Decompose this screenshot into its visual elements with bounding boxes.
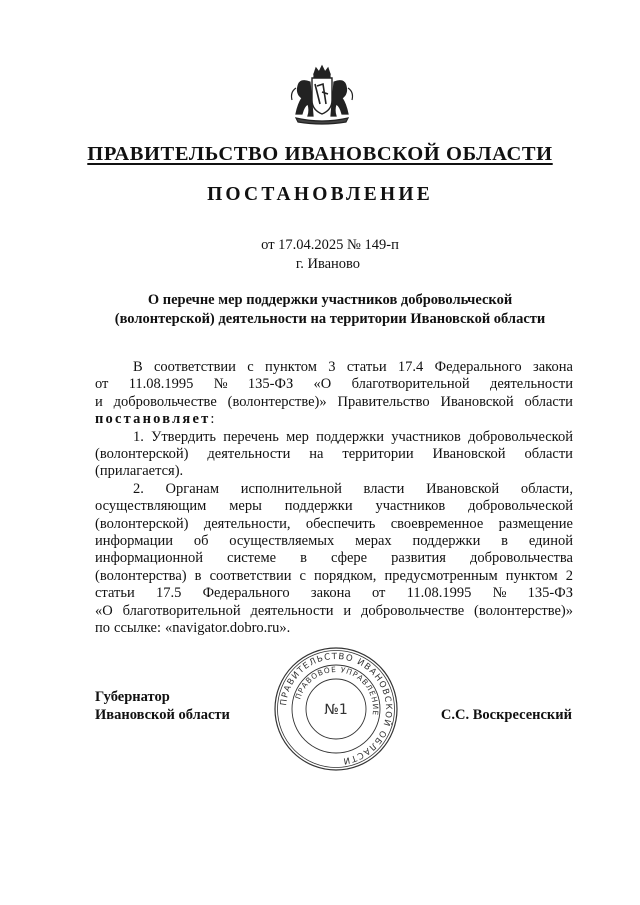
body-word: Федерального	[202, 585, 290, 602]
body-word: «navigator.dobro.ru».	[165, 620, 291, 637]
body-word: 17.5	[155, 585, 182, 602]
body-word: добровольчестве	[361, 602, 465, 619]
body-word: деятельности	[250, 602, 334, 619]
body-word: предусмотренным	[384, 567, 498, 584]
body-word: (волонтерстве)»	[227, 393, 327, 410]
body-word: территории	[342, 446, 414, 463]
body-word: добровольчества	[469, 550, 573, 567]
body-word: в	[501, 533, 508, 550]
body-line	[95, 394, 573, 411]
body-word: области	[524, 393, 573, 410]
body-word: участников	[375, 498, 446, 515]
body-word: на	[309, 446, 324, 463]
document-type: ПОСТАНОВЛЕНИЕ	[207, 184, 433, 205]
body-word: информационной	[95, 550, 204, 567]
body-word: 1.	[133, 428, 144, 445]
body-word: 17.4	[397, 359, 424, 375]
body-word: ссылке:	[114, 620, 162, 637]
body-word: деятельности	[489, 376, 573, 393]
signatory-name: С.С. Воскресенский	[440, 707, 572, 723]
body-word: Утвердить	[151, 428, 217, 445]
body-word: «О	[313, 376, 332, 393]
body-word: по	[95, 620, 111, 637]
body-word: власти	[363, 480, 405, 497]
body-line	[95, 376, 573, 393]
date-number: от 17.04.2025 № 149-п	[261, 237, 399, 253]
date-block	[0, 236, 640, 274]
body-word: Ивановской	[440, 393, 514, 410]
body-word: деятельности,	[203, 515, 291, 532]
body-word: меры	[229, 498, 262, 515]
body-word: Правительство	[337, 393, 430, 410]
body-word: статьи	[95, 585, 135, 602]
body-word: 135-ФЗ	[527, 585, 573, 602]
signatory-title	[95, 688, 230, 724]
body-line	[95, 620, 573, 637]
body-word: обеспечить	[305, 515, 376, 532]
body-word: благотворительной	[122, 602, 241, 619]
body-line	[95, 446, 573, 463]
body-word: и	[95, 393, 103, 410]
body-word: Федерального	[434, 359, 522, 375]
body-word: порядком,	[314, 567, 377, 584]
body-word: №	[492, 585, 507, 602]
body-word: в	[194, 567, 202, 584]
body-word: поддержки	[284, 498, 353, 515]
body-word: и	[343, 602, 352, 619]
body-word: об	[193, 533, 209, 550]
document-body	[95, 359, 573, 638]
body-word: (волонтерской)	[95, 515, 189, 532]
body-word: в	[300, 550, 307, 567]
body-line	[95, 498, 573, 515]
body-word: мерах	[355, 533, 392, 550]
body-word: В	[133, 359, 143, 375]
coat-of-arms-icon	[288, 64, 356, 126]
body-word: №	[213, 376, 228, 393]
body-word: Ивановской	[432, 446, 506, 463]
body-word: перечень	[223, 428, 279, 445]
body-word: области	[524, 446, 573, 463]
body-line	[95, 463, 573, 480]
body-line	[95, 429, 573, 446]
body-word: 3	[328, 359, 336, 375]
body-word: осуществляющим	[95, 498, 207, 515]
stamp-number: №1	[324, 702, 348, 718]
body-word: своевременное	[390, 515, 484, 532]
body-word: статьи	[346, 359, 387, 375]
body-word: :	[210, 411, 215, 428]
body-word: соответствии	[209, 567, 292, 584]
body-word: системе	[227, 550, 277, 567]
body-word: 2	[565, 567, 573, 584]
body-word: пунктом	[505, 567, 558, 584]
body-line	[95, 550, 573, 567]
body-word: благотворительной	[351, 376, 470, 393]
body-word: постановляет	[95, 411, 211, 428]
body-word: пунктом	[265, 359, 317, 375]
signatory-title-line: Ивановской области	[95, 707, 230, 723]
body-line	[95, 481, 573, 498]
body-word: 2.	[133, 480, 144, 497]
body-line	[95, 585, 573, 602]
body-word: поддержки	[316, 428, 384, 445]
body-word: единой	[528, 533, 573, 550]
body-word: (волонтерства)	[95, 567, 187, 584]
official-stamp	[272, 645, 400, 773]
body-word: исполнительной	[240, 480, 342, 497]
stamp-inner-text: ПРАВОВОЕ УПРАВЛЕНИЕ	[293, 664, 381, 717]
body-word: поддержки	[412, 533, 481, 550]
body-word: добровольческой	[468, 498, 573, 515]
body-word: добровольческой	[468, 428, 573, 445]
body-word: мер	[286, 428, 309, 445]
document-heading	[95, 291, 565, 329]
body-word: (волонтерской)	[95, 446, 189, 463]
body-word: соответствии	[154, 359, 236, 375]
body-word: области,	[520, 480, 573, 497]
body-word: с	[299, 567, 306, 584]
body-word: (прилагается).	[95, 463, 184, 480]
body-word: размещение	[498, 515, 573, 532]
body-word: 135-ФЗ	[247, 376, 294, 393]
body-word: сфере	[330, 550, 368, 567]
body-word: «О	[95, 602, 113, 619]
stamp-outer-text: ПРАВИТЕЛЬСТВО ИВАНОВСКОЙ ОБЛАСТИ	[279, 651, 394, 766]
body-word: 11.08.1995	[128, 376, 194, 393]
body-line	[95, 359, 573, 376]
heading-line: О перечне мер поддержки участников добровольческой	[147, 292, 513, 308]
body-word: Органам	[165, 480, 220, 497]
body-word: Ивановской	[426, 480, 500, 497]
body-word: закона	[532, 359, 573, 375]
body-line	[95, 568, 573, 585]
body-word: добровольчестве	[113, 393, 217, 410]
city: г. Иваново	[295, 256, 361, 272]
body-line	[95, 516, 573, 533]
body-word: осуществляемых	[229, 533, 335, 550]
body-word: с	[247, 359, 254, 375]
heading-line: (волонтерской) деятельности на территории Ивановской области	[114, 311, 546, 327]
body-word: от	[372, 585, 386, 602]
body-word: от	[95, 376, 109, 393]
body-word: развития	[391, 550, 446, 567]
body-word: закона	[310, 585, 351, 602]
body-word: 11.08.1995	[406, 585, 472, 602]
body-line	[95, 533, 573, 550]
body-line	[95, 603, 573, 620]
body-word: участников	[391, 428, 461, 445]
body-word: деятельности	[207, 446, 291, 463]
body-line	[95, 411, 573, 428]
government-title: ПРАВИТЕЛЬСТВО ИВАНОВСКОЙ ОБЛАСТИ	[87, 143, 553, 165]
signatory-title-line: Губернатор	[95, 689, 170, 705]
body-word: информации	[95, 533, 173, 550]
body-word: (волонтерстве)»	[474, 602, 573, 619]
